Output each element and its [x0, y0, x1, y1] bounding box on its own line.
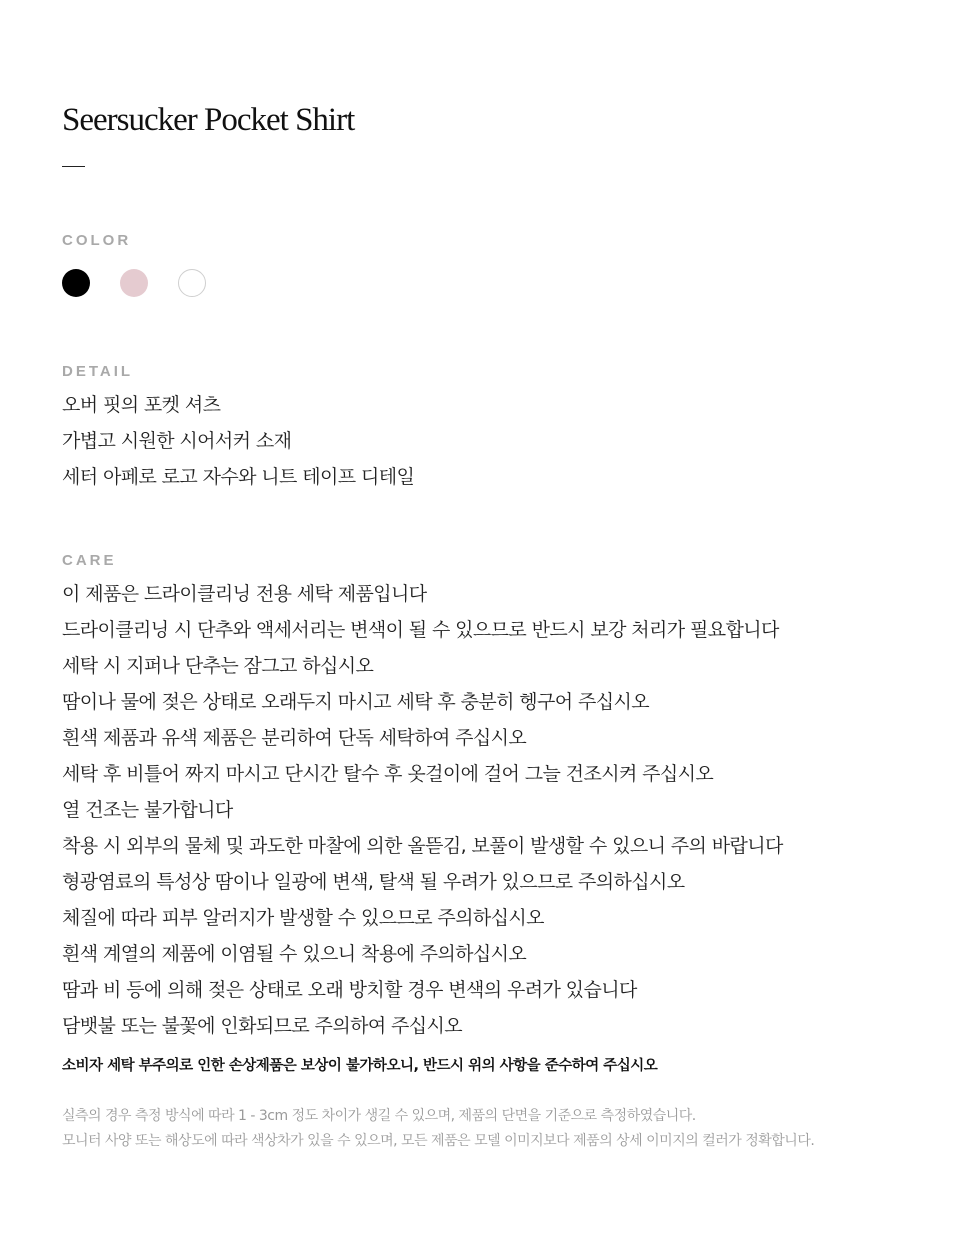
care-line: 담뱃불 또는 불꽃에 인화되므로 주의하여 주십시오	[62, 1015, 463, 1037]
color-swatch-list	[62, 269, 236, 297]
color-swatch-white[interactable]	[178, 269, 206, 297]
care-line: 세탁 시 지퍼나 단추는 잠그고 하십시오	[62, 655, 374, 677]
footnote-list	[62, 1104, 814, 1154]
care-line: 체질에 따라 피부 알러지가 발생할 수 있으므로 주의하십시오	[62, 907, 544, 929]
detail-line: 가볍고 시원한 시어서커 소재	[62, 430, 292, 452]
care-line: 드라이클리닝 시 단추와 액세서리는 변색이 될 수 있으므로 반드시 보강 처리가 필요합니다	[62, 619, 779, 641]
care-line: 흰색 계열의 제품에 이염될 수 있으니 착용에 주의하십시오	[62, 943, 527, 965]
detail-line: 세터 아페로 로고 자수와 니트 테이프 디테일	[62, 466, 415, 488]
care-line: 열 건조는 불가합니다	[62, 799, 233, 821]
color-section-label: COLOR	[62, 232, 132, 249]
footnote-measurement: 실측의 경우 측정 방식에 따라 1 - 3cm 정도 차이가 생길 수 있으며, 제품의 단면을 기준으로 측정하였습니다.	[62, 1108, 696, 1124]
care-list	[62, 576, 783, 1044]
detail-line: 오버 핏의 포켓 셔츠	[62, 394, 221, 416]
care-line: 땀이나 물에 젖은 상태로 오래두지 마시고 세탁 후 충분히 헹구어 주십시오	[62, 691, 650, 713]
color-swatch-pink[interactable]	[120, 269, 148, 297]
product-title: Seersucker Pocket Shirt	[62, 102, 355, 138]
care-notice: 소비자 세탁 부주의로 인한 손상제품은 보상이 불가하오니, 반드시 위의 사항을 준수하여 주십시오	[62, 1058, 658, 1074]
care-line: 흰색 제품과 유색 제품은 분리하여 단독 세탁하여 주십시오	[62, 727, 527, 749]
detail-list	[62, 387, 414, 495]
color-swatch-black[interactable]	[62, 269, 90, 297]
care-section-label: CARE	[62, 552, 117, 569]
care-line: 이 제품은 드라이클리닝 전용 세탁 제품입니다	[62, 583, 427, 605]
title-divider	[62, 166, 85, 167]
care-line: 땀과 비 등에 의해 젖은 상태로 오래 방치할 경우 변색의 우려가 있습니다	[62, 979, 637, 1001]
footnote-color: 모니터 사양 또는 해상도에 따라 색상차가 있을 수 있으며, 모든 제품은 모델 이미지보다 제품의 상세 이미지의 컬러가 정확합니다.	[62, 1133, 815, 1149]
care-line: 착용 시 외부의 물체 및 과도한 마찰에 의한 올뜯김, 보풀이 발생할 수 있으니 주의 바랍니다	[62, 835, 783, 857]
care-line: 세탁 후 비틀어 짜지 마시고 단시간 탈수 후 옷걸이에 걸어 그늘 건조시켜 주십시오	[62, 763, 714, 785]
detail-section-label: DETAIL	[62, 363, 134, 380]
care-line: 형광염료의 특성상 땀이나 일광에 변색, 탈색 될 우려가 있으므로 주의하십시오	[62, 871, 685, 893]
